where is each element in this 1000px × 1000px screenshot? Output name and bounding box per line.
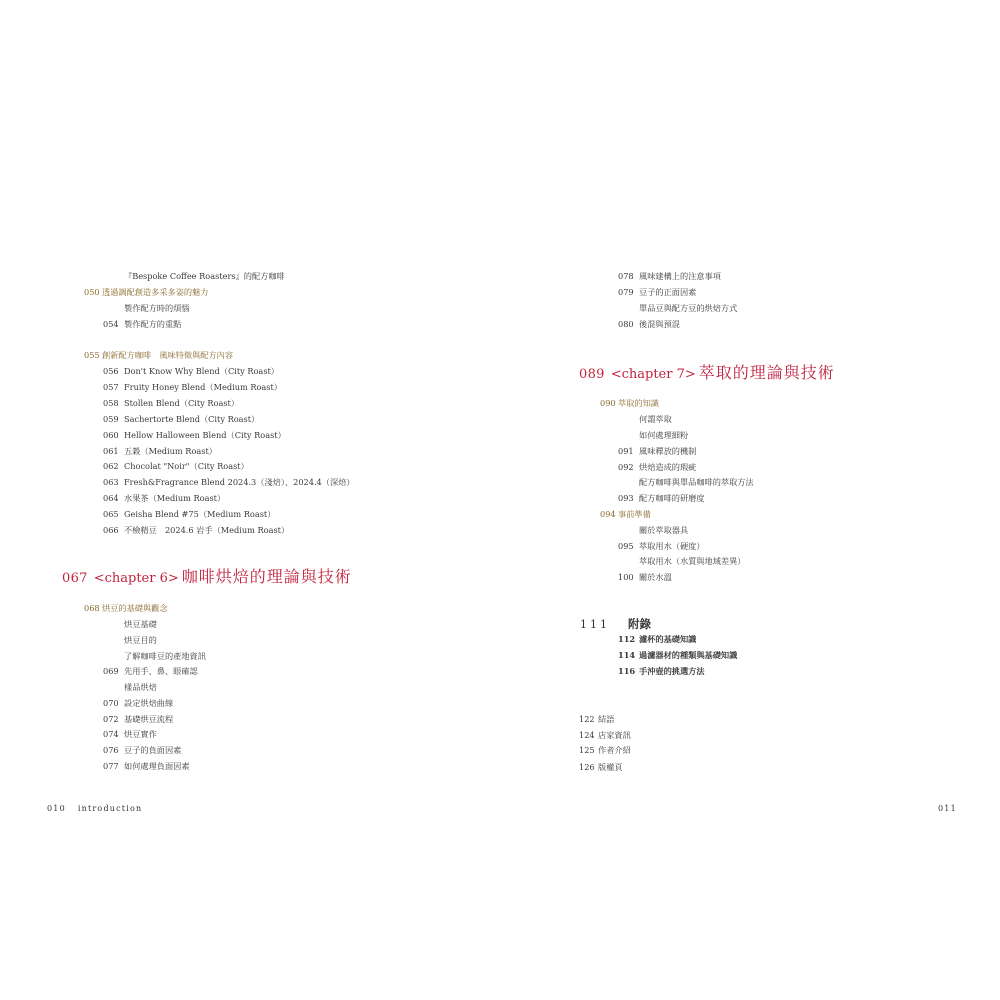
toc-page-number: 078 <box>618 271 634 281</box>
toc-title: 配方咖啡與單品咖啡的萃取方法 <box>639 477 754 487</box>
toc-page-number: 077 <box>103 761 119 771</box>
chapter-page-number: 089 <box>579 367 605 382</box>
toc-page-number: 065 <box>103 509 119 519</box>
toc-title: 烘豆的基礎與觀念 <box>102 603 168 613</box>
toc-title: 如何處理細粉 <box>639 430 689 440</box>
toc-title: 烘焙造成的瑕疵 <box>639 462 697 472</box>
toc-title: 事前準備 <box>618 509 651 519</box>
toc-page-number: 058 <box>103 398 119 408</box>
toc-title: 風味釋放的機制 <box>639 446 697 456</box>
toc-page-number: 064 <box>103 493 119 503</box>
toc-title: 水果茶（Medium Roast） <box>124 493 226 503</box>
toc-title: 樣品烘焙 <box>124 682 157 692</box>
toc-title: 版權頁 <box>598 762 623 772</box>
toc-page-number: 063 <box>103 477 119 487</box>
chapter-page-number: 067 <box>62 571 88 586</box>
toc-page-number: 076 <box>103 745 119 755</box>
toc-title: Fruity Honey Blend（Medium Roast） <box>124 382 282 392</box>
toc-title: 設定烘焙曲線 <box>124 698 174 708</box>
toc-title: 結語 <box>598 714 615 724</box>
appendix-heading <box>580 613 651 632</box>
chapter-title: 萃取的理論與技術 <box>698 363 835 382</box>
chapter-tag: <chapter 6> <box>93 571 179 586</box>
toc-page-number: 112 <box>618 634 636 644</box>
toc-page-number: 125 <box>579 745 595 755</box>
folio-page-number: 010 <box>47 804 66 813</box>
toc-page-number: 070 <box>103 698 119 708</box>
toc-page-number: 072 <box>103 714 119 724</box>
chapter-7-heading <box>579 360 835 383</box>
folio-section-label: introduction <box>77 804 143 813</box>
appendix-title: 附錄 <box>628 617 651 631</box>
toc-title: 烘豆實作 <box>124 729 157 739</box>
toc-title: 創新配方咖啡 風味特徵與配方內容 <box>102 350 234 360</box>
toc-page-number: 092 <box>618 462 634 472</box>
chapter-6-heading <box>62 564 352 587</box>
toc-title: 過濾器材的種類與基礎知識 <box>639 650 738 660</box>
toc-page-number: 062 <box>103 461 119 471</box>
chapter-tag: <chapter 7> <box>610 367 696 382</box>
toc-page-number: 126 <box>579 762 595 772</box>
toc-title: Chocolat "Noir"（City Roast） <box>124 461 249 471</box>
toc-title: 手沖壺的挑選方法 <box>639 666 705 676</box>
toc-title: 製作配方時的煩惱 <box>124 303 190 313</box>
toc-title: 透過調配創造多采多姿的魅力 <box>102 287 209 297</box>
toc-title: 配方咖啡的研磨度 <box>639 493 705 503</box>
toc-title: 關於萃取器具 <box>639 525 689 535</box>
toc-page-number: 091 <box>618 446 634 456</box>
toc-title: 了解咖啡豆的產地資訊 <box>124 651 206 661</box>
toc-page-number: 066 <box>103 525 119 535</box>
toc-title: Hellow Halloween Blend（City Roast） <box>124 430 286 440</box>
toc-page-number: 054 <box>103 319 119 329</box>
toc-page-number: 116 <box>618 666 636 676</box>
toc-page-number: 060 <box>103 430 119 440</box>
toc-page-number: 055 <box>84 350 100 360</box>
toc-title: 關於水溫 <box>639 572 672 582</box>
toc-page-number: 080 <box>618 319 634 329</box>
toc-title: 如何處理負面因素 <box>124 761 190 771</box>
toc-title: 不檢精豆 2024.6 岩手（Medium Roast） <box>124 525 290 535</box>
toc-title: 作者介紹 <box>598 745 631 755</box>
toc-page-number: 059 <box>103 414 119 424</box>
toc-title: Don't Know Why Blend（City Roast） <box>124 366 279 376</box>
toc-page-number: 122 <box>579 714 595 724</box>
left-folio <box>47 804 142 813</box>
toc-title: 萃取用水（水質與地域差異） <box>639 556 746 566</box>
toc-page-number: 056 <box>103 366 119 376</box>
toc-page-number: 050 <box>84 287 100 297</box>
appendix-page-number: 111 <box>580 618 610 631</box>
right-folio <box>938 804 957 813</box>
toc-page-number: 100 <box>618 572 634 582</box>
toc-title: 『Bespoke Coffee Roasters』的配方咖啡 <box>124 271 285 281</box>
toc-title: 製作配方的重點 <box>124 319 182 329</box>
toc-page-number: 094 <box>600 509 616 519</box>
toc-title: Geisha Blend #75（Medium Roast） <box>124 509 276 519</box>
toc-page-number: 074 <box>103 729 119 739</box>
toc-title: 烘豆目的 <box>124 635 157 645</box>
toc-page-number: 093 <box>618 493 634 503</box>
toc-title: 店家資訊 <box>598 730 631 740</box>
toc-title: 基礎烘豆流程 <box>124 714 174 724</box>
toc-page-number: 095 <box>618 541 634 551</box>
toc-title: Fresh&Fragrance Blend 2024.3（淺焙）、2024.4（深焙） <box>124 477 355 487</box>
toc-title: 單品豆與配方豆的烘焙方式 <box>639 303 738 313</box>
toc-title: 濾杯的基礎知識 <box>639 634 697 644</box>
toc-title: 萃取用水（硬度） <box>639 541 705 551</box>
toc-page-number: 069 <box>103 666 119 676</box>
chapter-title: 咖啡烘焙的理論與技術 <box>181 567 352 586</box>
right-page <box>500 0 1000 1000</box>
toc-title: 萃取的知識 <box>618 398 659 408</box>
toc-title: 烘豆基礎 <box>124 619 157 629</box>
toc-title: 豆子的負面因素 <box>124 745 182 755</box>
toc-title: 何謂萃取 <box>639 414 672 424</box>
toc-page-number: 114 <box>618 650 636 660</box>
toc-title: 後混與預混 <box>639 319 680 329</box>
toc-title: 五穀（Medium Roast） <box>124 446 217 456</box>
toc-title: 豆子的正面因素 <box>639 287 697 297</box>
toc-page-number: 057 <box>103 382 119 392</box>
toc-title: Stollen Blend（City Roast） <box>124 398 240 408</box>
toc-title: 先用手、鼻、眼確認 <box>124 666 198 676</box>
toc-page-number: 079 <box>618 287 634 297</box>
folio-page-number: 011 <box>938 804 957 813</box>
toc-page-number: 090 <box>600 398 616 408</box>
toc-page-number: 061 <box>103 446 119 456</box>
toc-page-number: 124 <box>579 730 595 740</box>
toc-page-number: 068 <box>84 603 100 613</box>
toc-title: Sachertorte Blend（City Roast） <box>124 414 260 424</box>
toc-title: 風味建構上的注意事項 <box>639 271 721 281</box>
